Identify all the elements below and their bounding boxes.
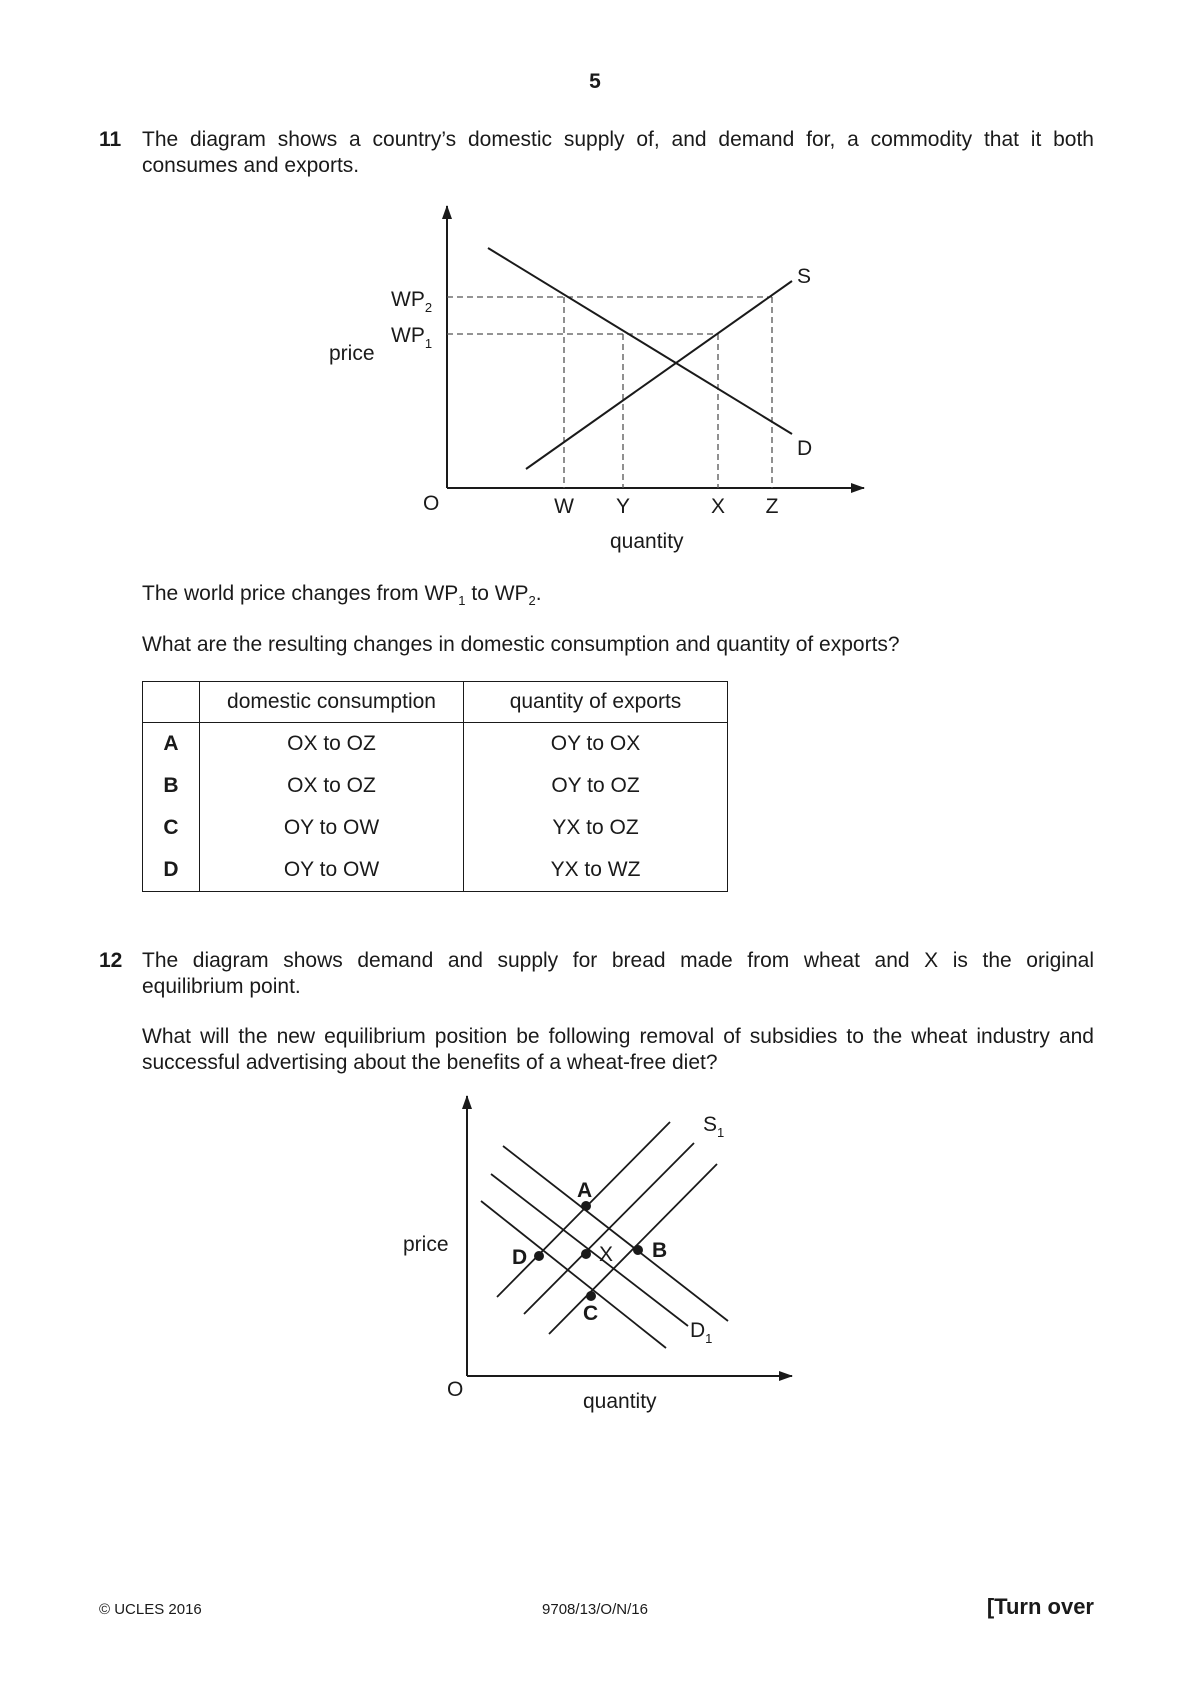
option-exports: OY to OX [464,723,728,766]
footer-code: 9708/13/O/N/16 [542,1601,648,1618]
option-exports: YX to WZ [464,849,728,892]
q11-tick-z: Z [765,495,779,518]
question-12-prompt-line1: What will the new equilibrium position be following removal of subsidies to the wheat industry and [142,1025,1094,1048]
wp-text-sub1: 1 [458,593,466,609]
option-key: C [143,807,200,849]
q12-s1-label: $S_1$ [703,1113,725,1140]
table-row [143,849,728,892]
q11-supply-label: S [797,265,812,288]
q12-label-a: A [577,1179,593,1202]
wp-text-part3: . [535,582,542,605]
q12-point-b [633,1245,643,1255]
q12-label-c: C [583,1302,599,1325]
q12-label-d: D [512,1246,528,1269]
table-header-key [143,682,200,723]
q12-equilibrium-diagram [0,1080,1190,1420]
q12-label-x: X [599,1243,614,1266]
q11-tick-w: W [554,495,574,518]
q11-x-axis-label: quantity [610,530,684,553]
table-row [143,807,728,849]
question-12-text-line2: equilibrium point. [142,975,301,998]
option-key: A [143,723,200,766]
wp-text-part1: The world price changes from WP [142,582,459,605]
option-consumption: OX to OZ [200,723,464,766]
question-11-text-line1: The diagram shows a country’s domestic supply of, and demand for, a commodity that it both [142,128,1094,151]
footer-copyright: © UCLES 2016 [99,1601,202,1618]
q12-point-d [534,1251,544,1261]
q11-demand-curve [488,248,792,434]
q11-tick-x: X [710,495,726,518]
q11-demand-label: D [797,437,813,460]
question-12-prompt-line2: successful advertising about the benefits of a wheat-free diet? [142,1051,718,1074]
question-12-text-line1: The diagram shows demand and supply for bread made from wheat and X is the original [142,949,1094,972]
q12-d1-label: $D_1$ [690,1319,713,1346]
wp-text-sub2: 2 [528,593,536,609]
option-key: B [143,765,200,807]
question-11-prompt: What are the resulting changes in domestic consumption and quantity of exports? [142,633,900,656]
q12-origin-label: O [447,1378,464,1401]
option-consumption: OY to OW [200,807,464,849]
table-header-consumption: domestic consumption [200,682,464,723]
option-consumption: OX to OZ [200,765,464,807]
q11-y-axis-label: price [329,342,375,365]
table-header-row [143,682,728,723]
q12-supply-curve-right [549,1164,717,1334]
option-consumption: OY to OW [200,849,464,892]
q11-wp2-label: $WP_2$ [391,288,433,315]
world-price-change-text [142,581,542,614]
q12-demand-curve-lower [481,1201,666,1348]
q12-x-axis-label: quantity [583,1390,657,1413]
q12-point-c [586,1291,596,1301]
q12-demand-curve-upper [503,1146,728,1321]
q11-options-table [142,681,728,892]
question-11-number: 11 [99,128,122,151]
q11-origin-label: O [423,492,440,515]
question-11-text-line2: consumes and exports. [142,154,360,177]
q12-point-a [581,1201,591,1211]
option-exports: YX to OZ [464,807,728,849]
q11-wp1-label: $WP_1$ [391,324,433,351]
question-12-number: 12 [99,949,123,972]
question-12-text [142,948,1094,1000]
q12-point-x [581,1249,591,1259]
wp-text-part2: to WP [465,582,529,605]
q11-tick-y: Y [615,495,631,518]
page-number: 5 [589,70,601,93]
option-key: D [143,849,200,892]
option-exports: OY to OZ [464,765,728,807]
table-row [143,765,728,807]
q11-supply-demand-diagram [0,0,1190,580]
turn-over-label: [Turn over [986,1594,1094,1619]
table-header-exports: quantity of exports [464,682,728,723]
question-12-prompt [142,1024,1094,1076]
q12-label-b: B [652,1239,668,1262]
q11-supply-curve [526,281,792,469]
q12-y-axis-label: price [403,1233,449,1256]
table-row [143,723,728,766]
